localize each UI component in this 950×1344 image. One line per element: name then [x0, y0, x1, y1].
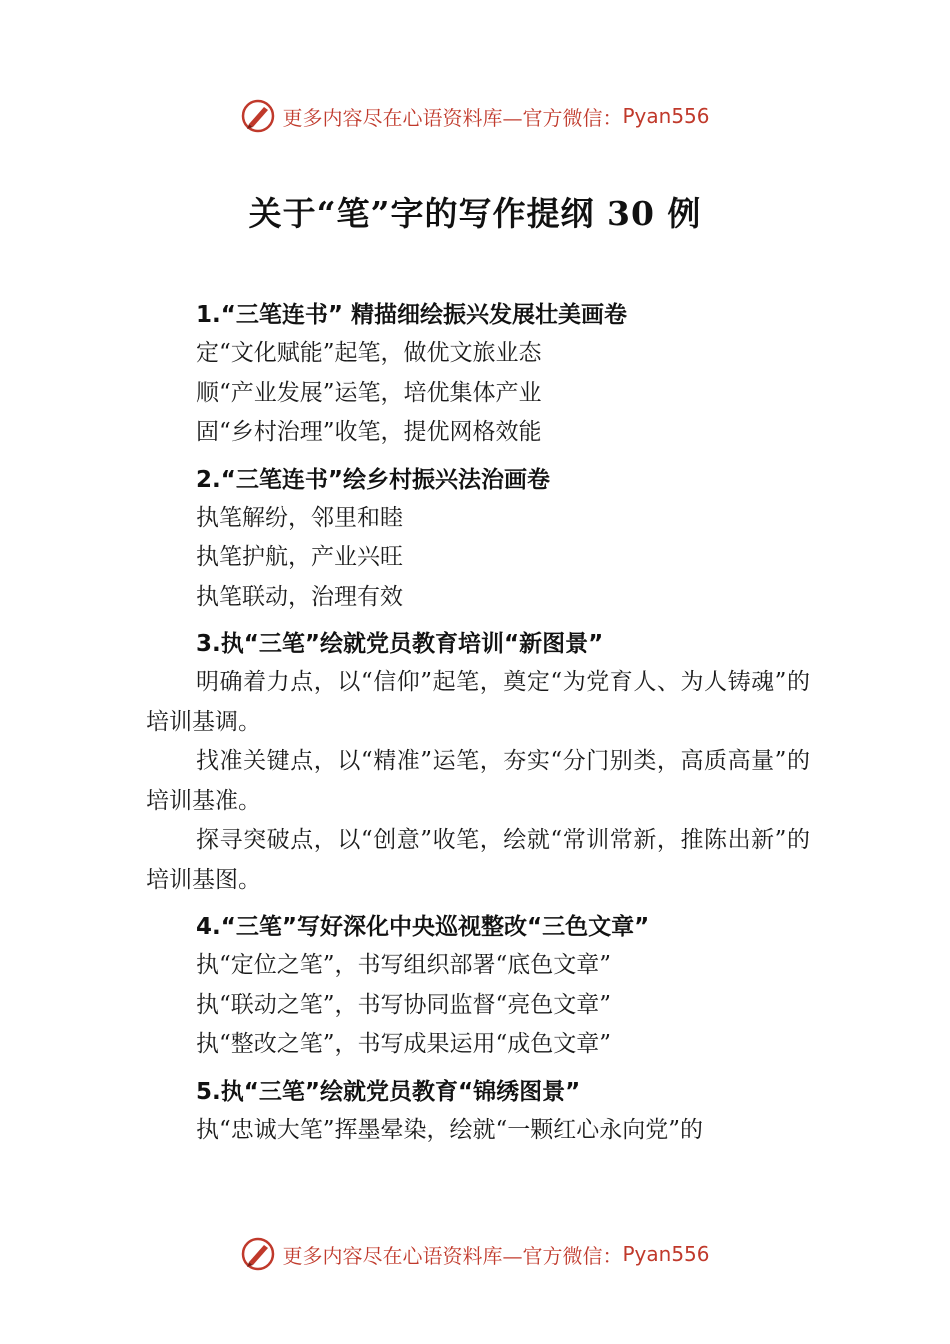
footer-banner	[0, 1234, 950, 1274]
section-line: 顺“产业发展”运笔，培优集体产业	[196, 379, 542, 406]
document-body	[146, 296, 810, 1150]
section-line: 定“文化赋能”起笔，做优文旅业态	[196, 340, 542, 366]
section-line: 执“忠诚大笔”挥墨晕染，绘就“一颗红心永向党”的	[196, 1116, 704, 1143]
section-line: 执笔联动，治理有效	[196, 583, 403, 610]
section-line: 执“定位之笔”，书写组织部署“底色文章”	[196, 952, 612, 978]
banner-wechat-id: Pyan556	[622, 104, 710, 128]
banner-text: 更多内容尽在心语资料库—官方微信：	[282, 105, 623, 130]
section-line: 执笔解纷，邻里和睦	[196, 504, 403, 531]
pen-logo-icon	[240, 1236, 276, 1272]
banner-text: 更多内容尽在心语资料库—官方微信：	[282, 1243, 623, 1268]
document-title: 关于“笔”字的写作提纲 30 例	[248, 194, 702, 233]
banner-wechat-id: Pyan556	[622, 1242, 710, 1266]
section-paragraph: 找准关键点，以“精准”运笔，夯实“分门别类，高质高量”的培训基准。	[146, 748, 810, 814]
section-paragraph: 探寻突破点，以“创意”收笔，绘就“常训常新，推陈出新”的培训基图。	[146, 827, 810, 893]
pen-logo-icon	[240, 98, 276, 134]
section-heading: 2.“三笔连书”绘乡村振兴法治画卷	[196, 466, 550, 493]
section-heading: 3.执“三笔”绘就党员教育培训“新图景”	[196, 631, 604, 657]
header-banner	[0, 96, 950, 136]
section-heading: 1.“三笔连书” 精描细绘振兴发展壮美画卷	[196, 302, 627, 328]
section-line: 执“联动之笔”，书写协同监督“亮色文章”	[196, 991, 612, 1018]
section-line: 执“整改之笔”，书写成果运用“成色文章”	[196, 1031, 612, 1057]
section-line: 执笔护航，产业兴旺	[196, 544, 403, 570]
section-paragraph: 明确着力点，以“信仰”起笔，奠定“为党育人、为人铸魂”的培训基调。	[146, 669, 810, 735]
section-line: 固“乡村治理”收笔，提优网格效能	[196, 419, 542, 445]
section-heading: 4.“三笔”写好深化中央巡视整改“三色文章”	[196, 914, 650, 940]
section-heading: 5.执“三笔”绘就党员教育“锦绣图景”	[196, 1078, 581, 1105]
